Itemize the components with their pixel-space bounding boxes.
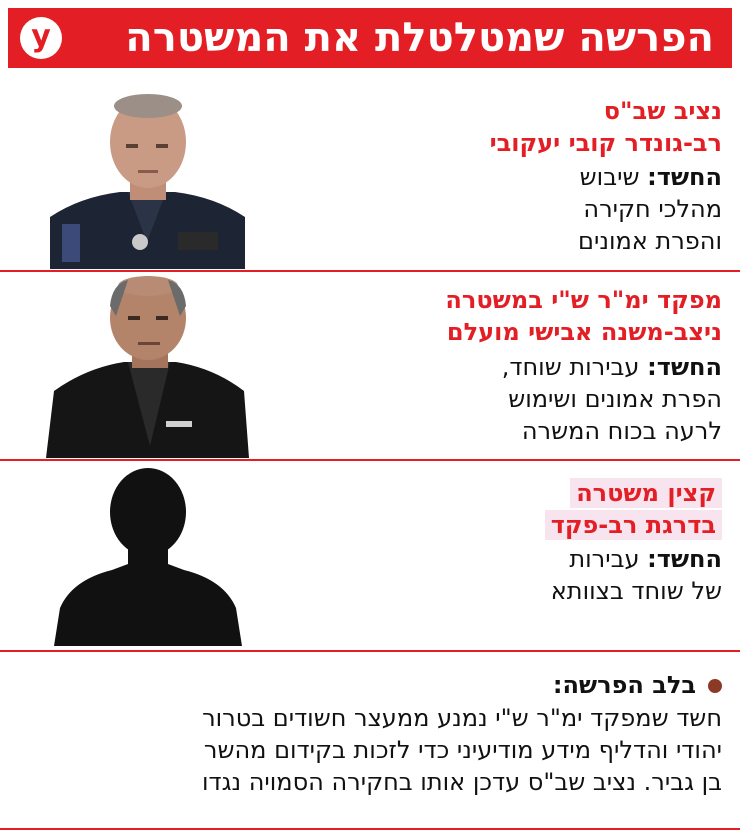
person-1-name: רב-גונדר קובי יעקובי [489, 129, 722, 157]
suspicion-text: לרעה בכוח המשרה [521, 417, 722, 445]
publication-logo: y [20, 17, 62, 59]
summary-line: בן גביר. נציב שב"ס עדכן אותו בחקירה הסמויה נגדו [201, 768, 722, 796]
person-2-title: מפקד ימ"ר ש"י במשטרה [445, 286, 722, 314]
person-3-suspicion [569, 544, 722, 574]
suspicion-label: החשד: [647, 163, 722, 191]
section-divider [0, 650, 740, 652]
person-3-photo [54, 468, 242, 646]
person-2-photo [46, 276, 249, 458]
summary-line: יהודי והדליף מידע מודיעיני כדי לזכות בקידום מהשר [203, 736, 722, 764]
suspicion-label: החשד: [647, 353, 722, 381]
person-3-name: בדרגת רב-פקד [545, 510, 722, 540]
anonymous-silhouette-icon [54, 468, 242, 646]
section-divider [0, 459, 740, 461]
suspicion-text: עבירות שוחד, [501, 353, 640, 381]
header-banner [8, 8, 732, 68]
section-divider [0, 270, 740, 272]
suspicion-text: שיבוש [579, 163, 640, 191]
suspicion-text: מהלכי חקירה [583, 195, 722, 223]
person-1-title: נציב שב"ס [603, 97, 722, 125]
suspicion-text: של שוחד בצוותא [550, 577, 722, 605]
person-1-photo [50, 92, 245, 269]
suspicion-label: החשד: [647, 545, 722, 573]
person-3-title: קצין משטרה [570, 478, 722, 508]
summary-title: בלב הפרשה: [552, 671, 696, 699]
suspicion-text: עבירות [569, 545, 640, 573]
suspicion-text: הפרת אמונים ושימוש [508, 385, 722, 413]
uniformed-officer-photo-icon [50, 92, 245, 269]
person-2-suspicion [502, 352, 722, 382]
person-2-name: ניצב-משנה אבישי מועלם [446, 318, 722, 346]
person-1-suspicion [580, 162, 722, 192]
bottom-divider [0, 828, 740, 830]
man-in-jacket-photo-icon [46, 276, 249, 458]
summary-line: חשד שמפקד ימ"ר ש"י נמנע ממעצר חשודים בטרור [202, 704, 722, 732]
bullet-icon [708, 679, 722, 693]
page-title: הפרשה שמטלטלת את המשטרה [125, 15, 714, 61]
suspicion-text: והפרת אמונים [578, 227, 722, 255]
